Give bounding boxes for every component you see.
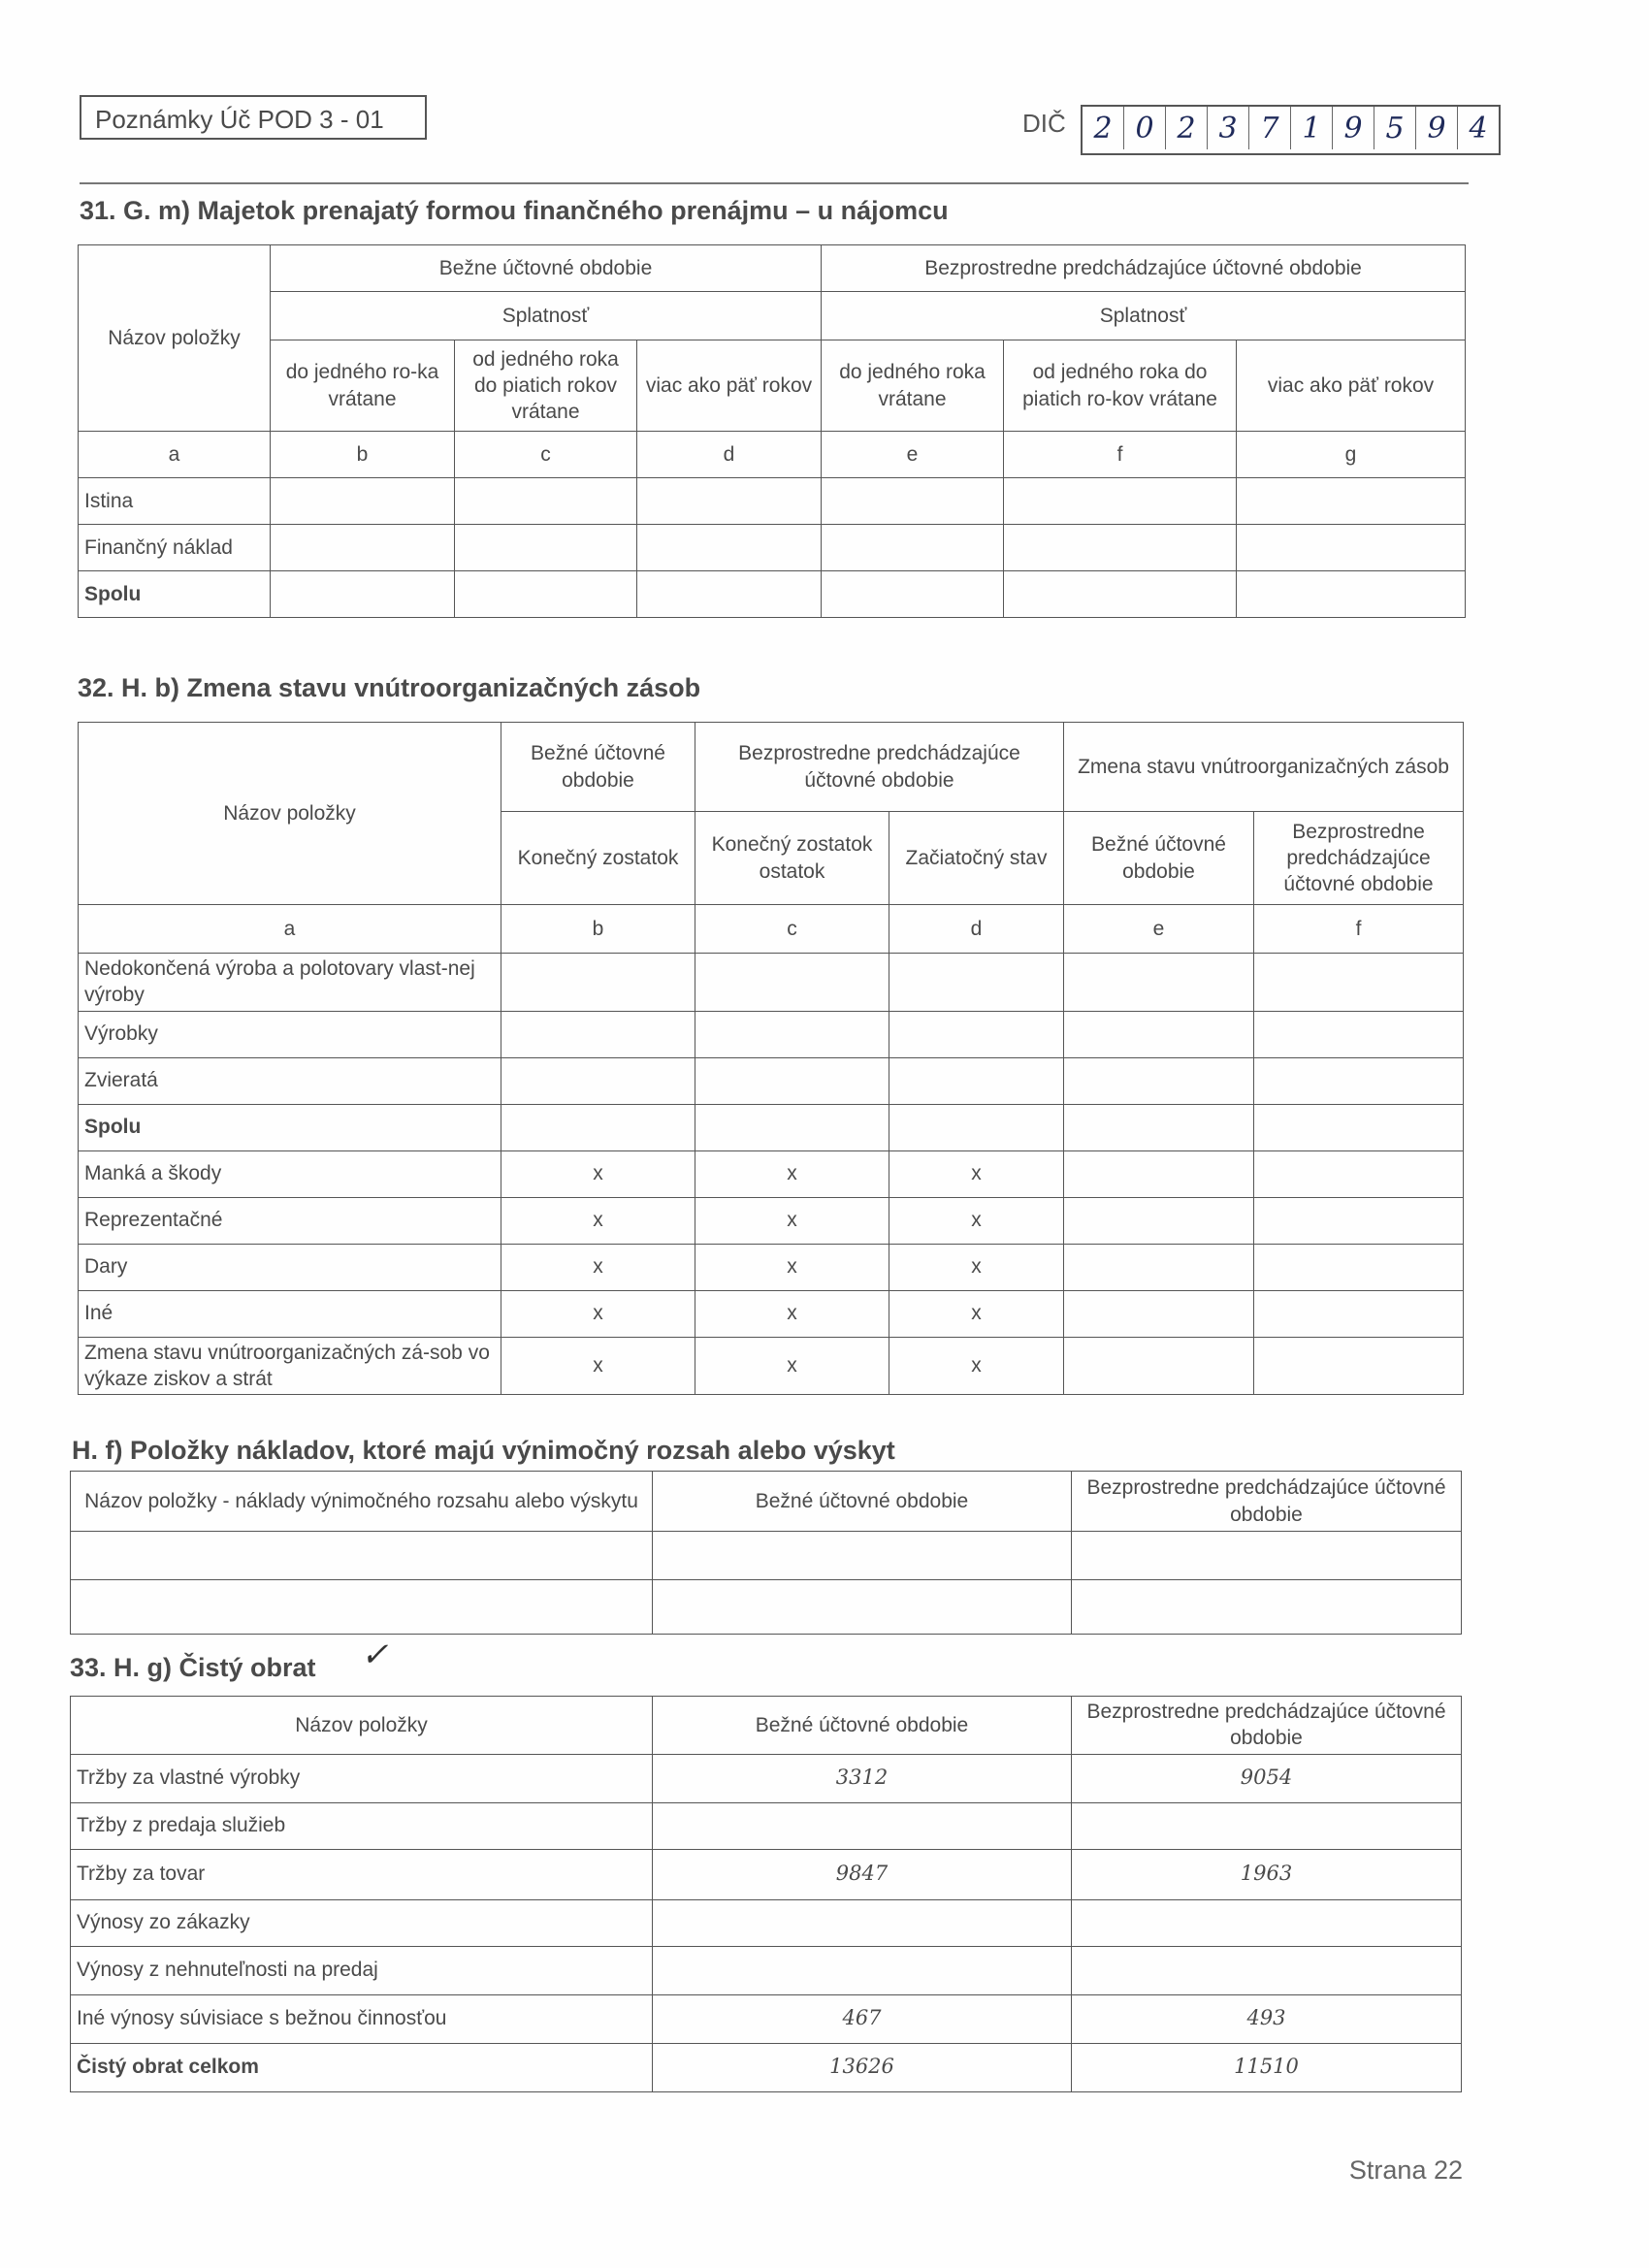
table-row xyxy=(79,478,1466,525)
x-mark: x xyxy=(889,1290,1064,1337)
col-header-current: Bežné účtovné obdobie xyxy=(653,1697,1072,1755)
section-33-title: 33. H. g) Čistý obrat xyxy=(70,1653,316,1682)
x-mark: x xyxy=(889,1150,1064,1197)
value-current: 467 xyxy=(653,1994,1072,2043)
dic-digit: 3 xyxy=(1208,107,1249,149)
table-row xyxy=(71,1994,1462,2043)
value-current: 9847 xyxy=(653,1849,1072,1899)
section-hf-title: H. f) Položky nákladov, ktoré majú výnimočný rozsah alebo výskyt xyxy=(72,1436,895,1465)
row-label: Nedokončená výroba a polotovary vlast-nej výroby xyxy=(79,954,501,1012)
x-mark: x xyxy=(695,1337,889,1395)
table-row xyxy=(79,1104,1464,1150)
x-mark: x xyxy=(889,1244,1064,1290)
table-row xyxy=(79,1290,1464,1337)
letter-cell: f xyxy=(1254,905,1464,954)
col-header-current: Bežné účtovné obdobie xyxy=(501,723,695,812)
row-label: Spolu xyxy=(79,571,271,618)
letter-cell: d xyxy=(637,432,822,478)
col-header-previous: Bezprostredne predchádzajúce účtovné obdobie xyxy=(1072,1472,1462,1532)
table-row xyxy=(79,1197,1464,1244)
finance-lease-table xyxy=(78,244,1466,618)
col-header-b: Konečný zostatok xyxy=(501,812,695,905)
table-row xyxy=(79,1244,1464,1290)
col-header-name: Názov položky xyxy=(79,245,271,432)
col-header-e: do jedného roka vrátane xyxy=(822,340,1004,432)
total-label: Čistý obrat celkom xyxy=(71,2043,653,2091)
col-header-previous: Bezprostredne predchádzajúce účtovné obdobie xyxy=(1072,1697,1462,1755)
row-label: Zvieratá xyxy=(79,1057,501,1104)
x-mark: x xyxy=(889,1337,1064,1395)
page-number: Strana 22 xyxy=(1348,2155,1463,2185)
table-row xyxy=(71,1754,1462,1802)
letter-cell: a xyxy=(79,905,501,954)
row-label: Tržby za vlastné výrobky xyxy=(71,1754,653,1802)
x-mark: x xyxy=(501,1150,695,1197)
row-label: Dary xyxy=(79,1244,501,1290)
table-row xyxy=(71,1946,1462,1994)
row-label: Spolu xyxy=(79,1104,501,1150)
dic-digit: 4 xyxy=(1469,112,1488,146)
dic-digit: 9 xyxy=(1333,107,1374,149)
x-mark: x xyxy=(501,1244,695,1290)
table-row xyxy=(71,1802,1462,1849)
col-header-g: viac ako päť rokov xyxy=(1237,340,1466,432)
x-mark: x xyxy=(695,1197,889,1244)
dic-digit: 2 xyxy=(1166,107,1208,149)
letter-cell: e xyxy=(1064,905,1254,954)
x-mark: x xyxy=(501,1197,695,1244)
row-label: Výnosy z nehnuteľnosti na predaj xyxy=(71,1946,653,1994)
table-row xyxy=(71,1532,1462,1580)
total-previous: 11510 xyxy=(1072,2043,1462,2091)
table-row xyxy=(79,525,1466,571)
col-header-previous: Bezprostredne predchádzajúce účtovné obdobie xyxy=(695,723,1064,812)
value-previous xyxy=(1072,1802,1462,1849)
row-label: Tržby z predaja služieb xyxy=(71,1802,653,1849)
table-row xyxy=(71,1580,1462,1635)
col-header-f: Bezprostredne predchádzajúce účtovné obdobie xyxy=(1254,812,1464,905)
row-label: Zmena stavu vnútroorganizačných zá-sob vo výkaze ziskov a strát xyxy=(79,1337,501,1395)
letter-cell: b xyxy=(501,905,695,954)
value-previous xyxy=(1072,1899,1462,1946)
dic-digit: 1 xyxy=(1291,107,1333,149)
col-header-name: Názov položky - náklady výnimočného rozsahu alebo výskytu xyxy=(71,1472,653,1532)
col-header-name: Názov položky xyxy=(79,723,501,905)
col-header-name: Názov položky xyxy=(71,1697,653,1755)
col-header-c: Konečný zostatok ostatok xyxy=(695,812,889,905)
value-previous: 1963 xyxy=(1072,1849,1462,1899)
col-header-current: Bežne účtovné obdobie xyxy=(271,245,822,292)
x-mark: x xyxy=(695,1244,889,1290)
form-code-box: Poznámky Úč POD 3 - 01 xyxy=(80,95,427,140)
letter-cell: c xyxy=(695,905,889,954)
table-row xyxy=(79,1011,1464,1057)
table-row xyxy=(79,954,1464,1012)
x-mark: x xyxy=(501,1290,695,1337)
col-header-maturity: Splatnosť xyxy=(822,292,1466,340)
net-turnover-table xyxy=(70,1696,1462,2092)
letter-cell: e xyxy=(822,432,1004,478)
value-current xyxy=(653,1946,1072,1994)
x-mark: x xyxy=(501,1337,695,1395)
col-header-previous: Bezprostredne predchádzajúce účtovné obdobie xyxy=(822,245,1466,292)
value-current xyxy=(653,1802,1072,1849)
col-header-maturity: Splatnosť xyxy=(271,292,822,340)
letter-cell: b xyxy=(271,432,455,478)
table-row-total xyxy=(71,2043,1462,2091)
row-label: Manká a škody xyxy=(79,1150,501,1197)
row-label: Reprezentačné xyxy=(79,1197,501,1244)
dic-digit: 0 xyxy=(1124,107,1166,149)
row-label: Iné výnosy súvisiace s bežnou činnosťou xyxy=(71,1994,653,2043)
header-divider xyxy=(80,182,1469,184)
exceptional-costs-table xyxy=(70,1471,1462,1635)
row-label: Istina xyxy=(79,478,271,525)
col-header-b: do jedného ro-ka vrátane xyxy=(271,340,455,432)
value-current: 3312 xyxy=(653,1754,1072,1802)
value-previous: 493 xyxy=(1072,1994,1462,2043)
checkmark-icon: ✓ xyxy=(361,1636,389,1674)
row-label: Výnosy zo zákazky xyxy=(71,1899,653,1946)
table-row xyxy=(71,1899,1462,1946)
table-row xyxy=(71,1849,1462,1899)
dic-label: DIČ xyxy=(1022,109,1066,138)
col-header-d: viac ako päť rokov xyxy=(637,340,822,432)
row-label: Finančný náklad xyxy=(79,525,271,571)
col-header-c: od jedného roka do piatich rokov vrátane xyxy=(455,340,637,432)
table-row xyxy=(79,571,1466,618)
col-header-change: Zmena stavu vnútroorganizačných zásob xyxy=(1064,723,1464,812)
value-previous xyxy=(1072,1946,1462,1994)
col-header-e: Bežné účtovné obdobie xyxy=(1064,812,1254,905)
dic-field xyxy=(1081,105,1501,155)
table-row xyxy=(79,1150,1464,1197)
value-current xyxy=(653,1899,1072,1946)
table-row xyxy=(79,1337,1464,1395)
dic-digit: 7 xyxy=(1249,107,1291,149)
section-32-title: 32. H. b) Zmena stavu vnútroorganizačných zásob xyxy=(78,673,701,702)
col-header-f: od jedného roka do piatich ro-kov vrátane xyxy=(1004,340,1237,432)
row-label: Iné xyxy=(79,1290,501,1337)
letter-cell: c xyxy=(455,432,637,478)
row-label: Výrobky xyxy=(79,1011,501,1057)
section-31-title: 31. G. m) Majetok prenajatý formou finančného prenájmu – u nájomcu xyxy=(80,196,949,225)
dic-digit: 5 xyxy=(1374,107,1416,149)
inventory-change-table xyxy=(78,722,1464,1395)
total-current: 13626 xyxy=(653,2043,1072,2091)
letter-cell: a xyxy=(79,432,271,478)
table-row xyxy=(79,1057,1464,1104)
col-header-current: Bežné účtovné obdobie xyxy=(653,1472,1072,1532)
x-mark: x xyxy=(889,1197,1064,1244)
letter-cell: f xyxy=(1004,432,1237,478)
col-header-d: Začiatočný stav xyxy=(889,812,1064,905)
dic-digit: 9 xyxy=(1416,107,1458,149)
x-mark: x xyxy=(695,1150,889,1197)
x-mark: x xyxy=(695,1290,889,1337)
letter-cell: d xyxy=(889,905,1064,954)
dic-digit: 2 xyxy=(1083,107,1124,149)
row-label: Tržby za tovar xyxy=(71,1849,653,1899)
value-previous: 9054 xyxy=(1072,1754,1462,1802)
letter-cell: g xyxy=(1237,432,1466,478)
